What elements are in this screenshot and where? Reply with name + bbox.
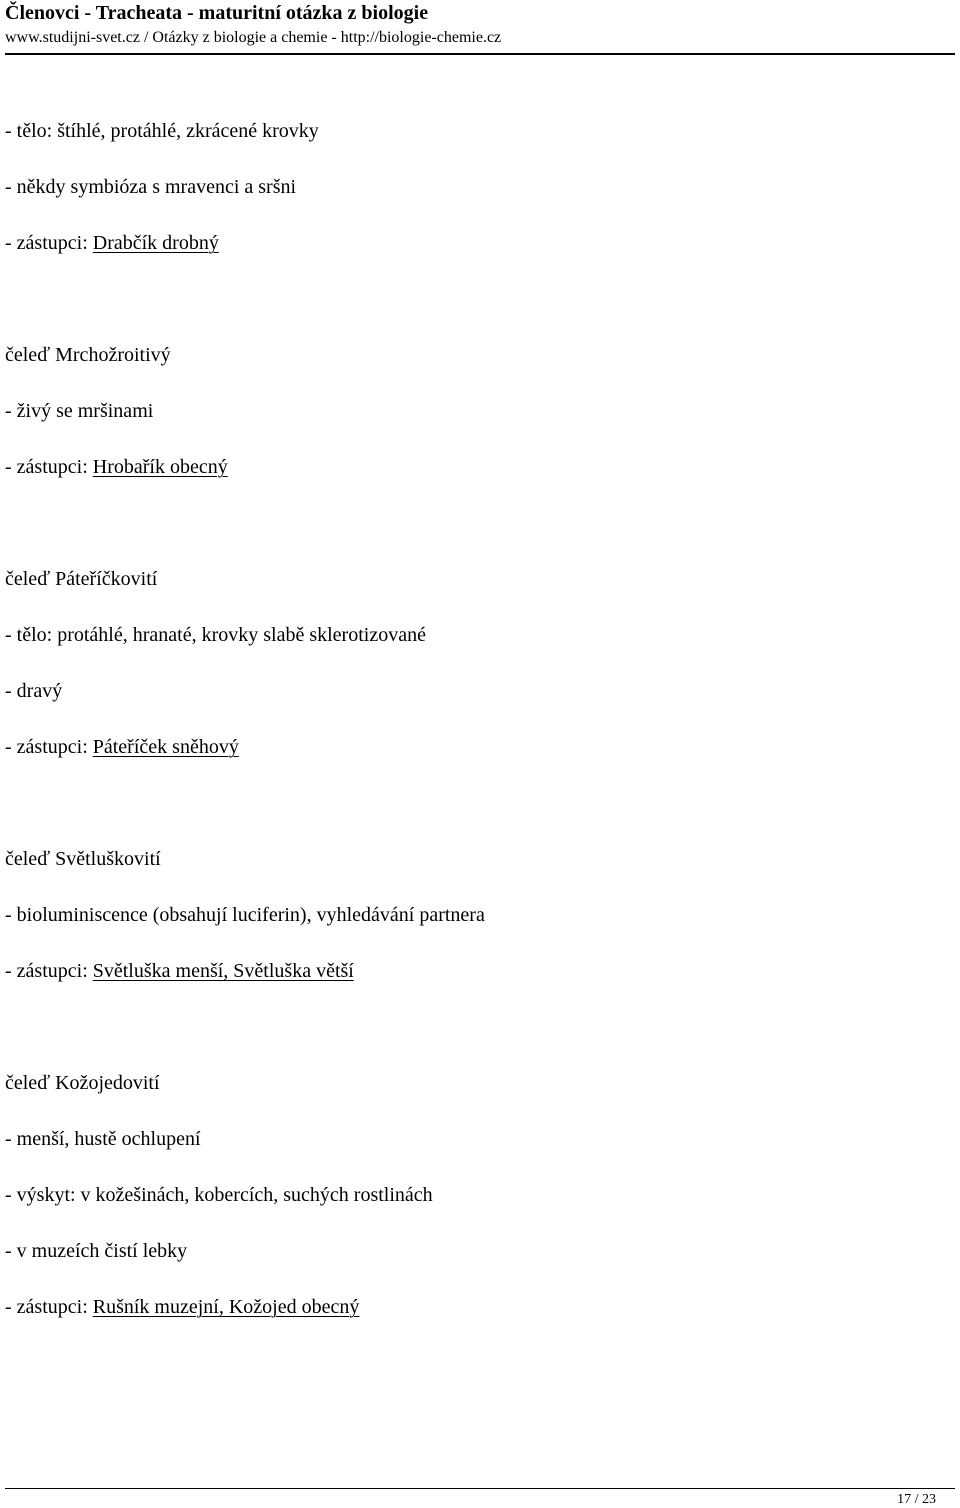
species-link[interactable]: Drabčík drobný <box>92 232 219 254</box>
text-line: - výskyt: v kožešinách, kobercích, suchých rostlinách <box>5 1184 433 1206</box>
family-heading: čeleď Páteříčkovití <box>5 568 158 590</box>
family-heading: čeleď Mrchožroitivý <box>5 344 171 366</box>
section-gap <box>5 1012 945 1068</box>
text-section <box>5 116 945 284</box>
text-line: - živý se mršinami <box>5 400 154 422</box>
text-line: - tělo: štíhlé, protáhlé, zkrácené krovky <box>5 120 319 142</box>
representatives-line <box>5 228 945 284</box>
text-section <box>5 564 945 788</box>
family-heading: čeleď Světluškovití <box>5 848 161 870</box>
text-section <box>5 340 945 508</box>
section-gap <box>5 508 945 564</box>
representatives-line <box>5 452 945 508</box>
species-link[interactable]: Rušník muzejní, Kožojed obecný <box>92 1296 360 1318</box>
document-title: Členovci - Tracheata - maturitní otázka z biologie <box>5 2 429 24</box>
text-section <box>5 1068 945 1348</box>
document-source: www.studijni-svet.cz / Otázky z biologie a chemie - http://biologie-chemie.cz <box>5 29 502 46</box>
representatives-line <box>5 732 945 788</box>
text-line: - v muzeích čistí lebky <box>5 1240 188 1262</box>
line-prefix: - zástupci: <box>5 960 93 982</box>
line-prefix: - zástupci: <box>5 232 93 254</box>
line-prefix: - zástupci: <box>5 736 93 758</box>
footer-divider <box>5 1488 955 1489</box>
species-link[interactable]: Páteříček sněhový <box>92 736 239 758</box>
representatives-line <box>5 1292 945 1348</box>
line-prefix: - zástupci: <box>5 1296 93 1318</box>
family-heading: čeleď Kožojedovití <box>5 1072 160 1094</box>
section-gap <box>5 284 945 340</box>
representatives-line <box>5 956 945 1012</box>
species-link[interactable]: Hrobařík obecný <box>92 456 228 478</box>
text-line: - bioluminiscence (obsahují luciferin), vyhledávání partnera <box>5 904 485 926</box>
text-line: - někdy symbióza s mravenci a sršni <box>5 176 297 198</box>
document-body <box>5 116 945 1348</box>
section-gap <box>5 788 945 844</box>
text-section <box>5 844 945 1012</box>
text-line: - dravý <box>5 680 63 702</box>
species-link[interactable]: Světluška menší, Světluška větší <box>92 960 354 982</box>
text-line: - menší, hustě ochlupení <box>5 1128 201 1150</box>
page-number: 17 / 23 <box>897 1492 936 1507</box>
header-divider <box>5 53 955 55</box>
line-prefix: - zástupci: <box>5 456 93 478</box>
text-line: - tělo: protáhlé, hranaté, krovky slabě sklerotizované <box>5 624 426 646</box>
